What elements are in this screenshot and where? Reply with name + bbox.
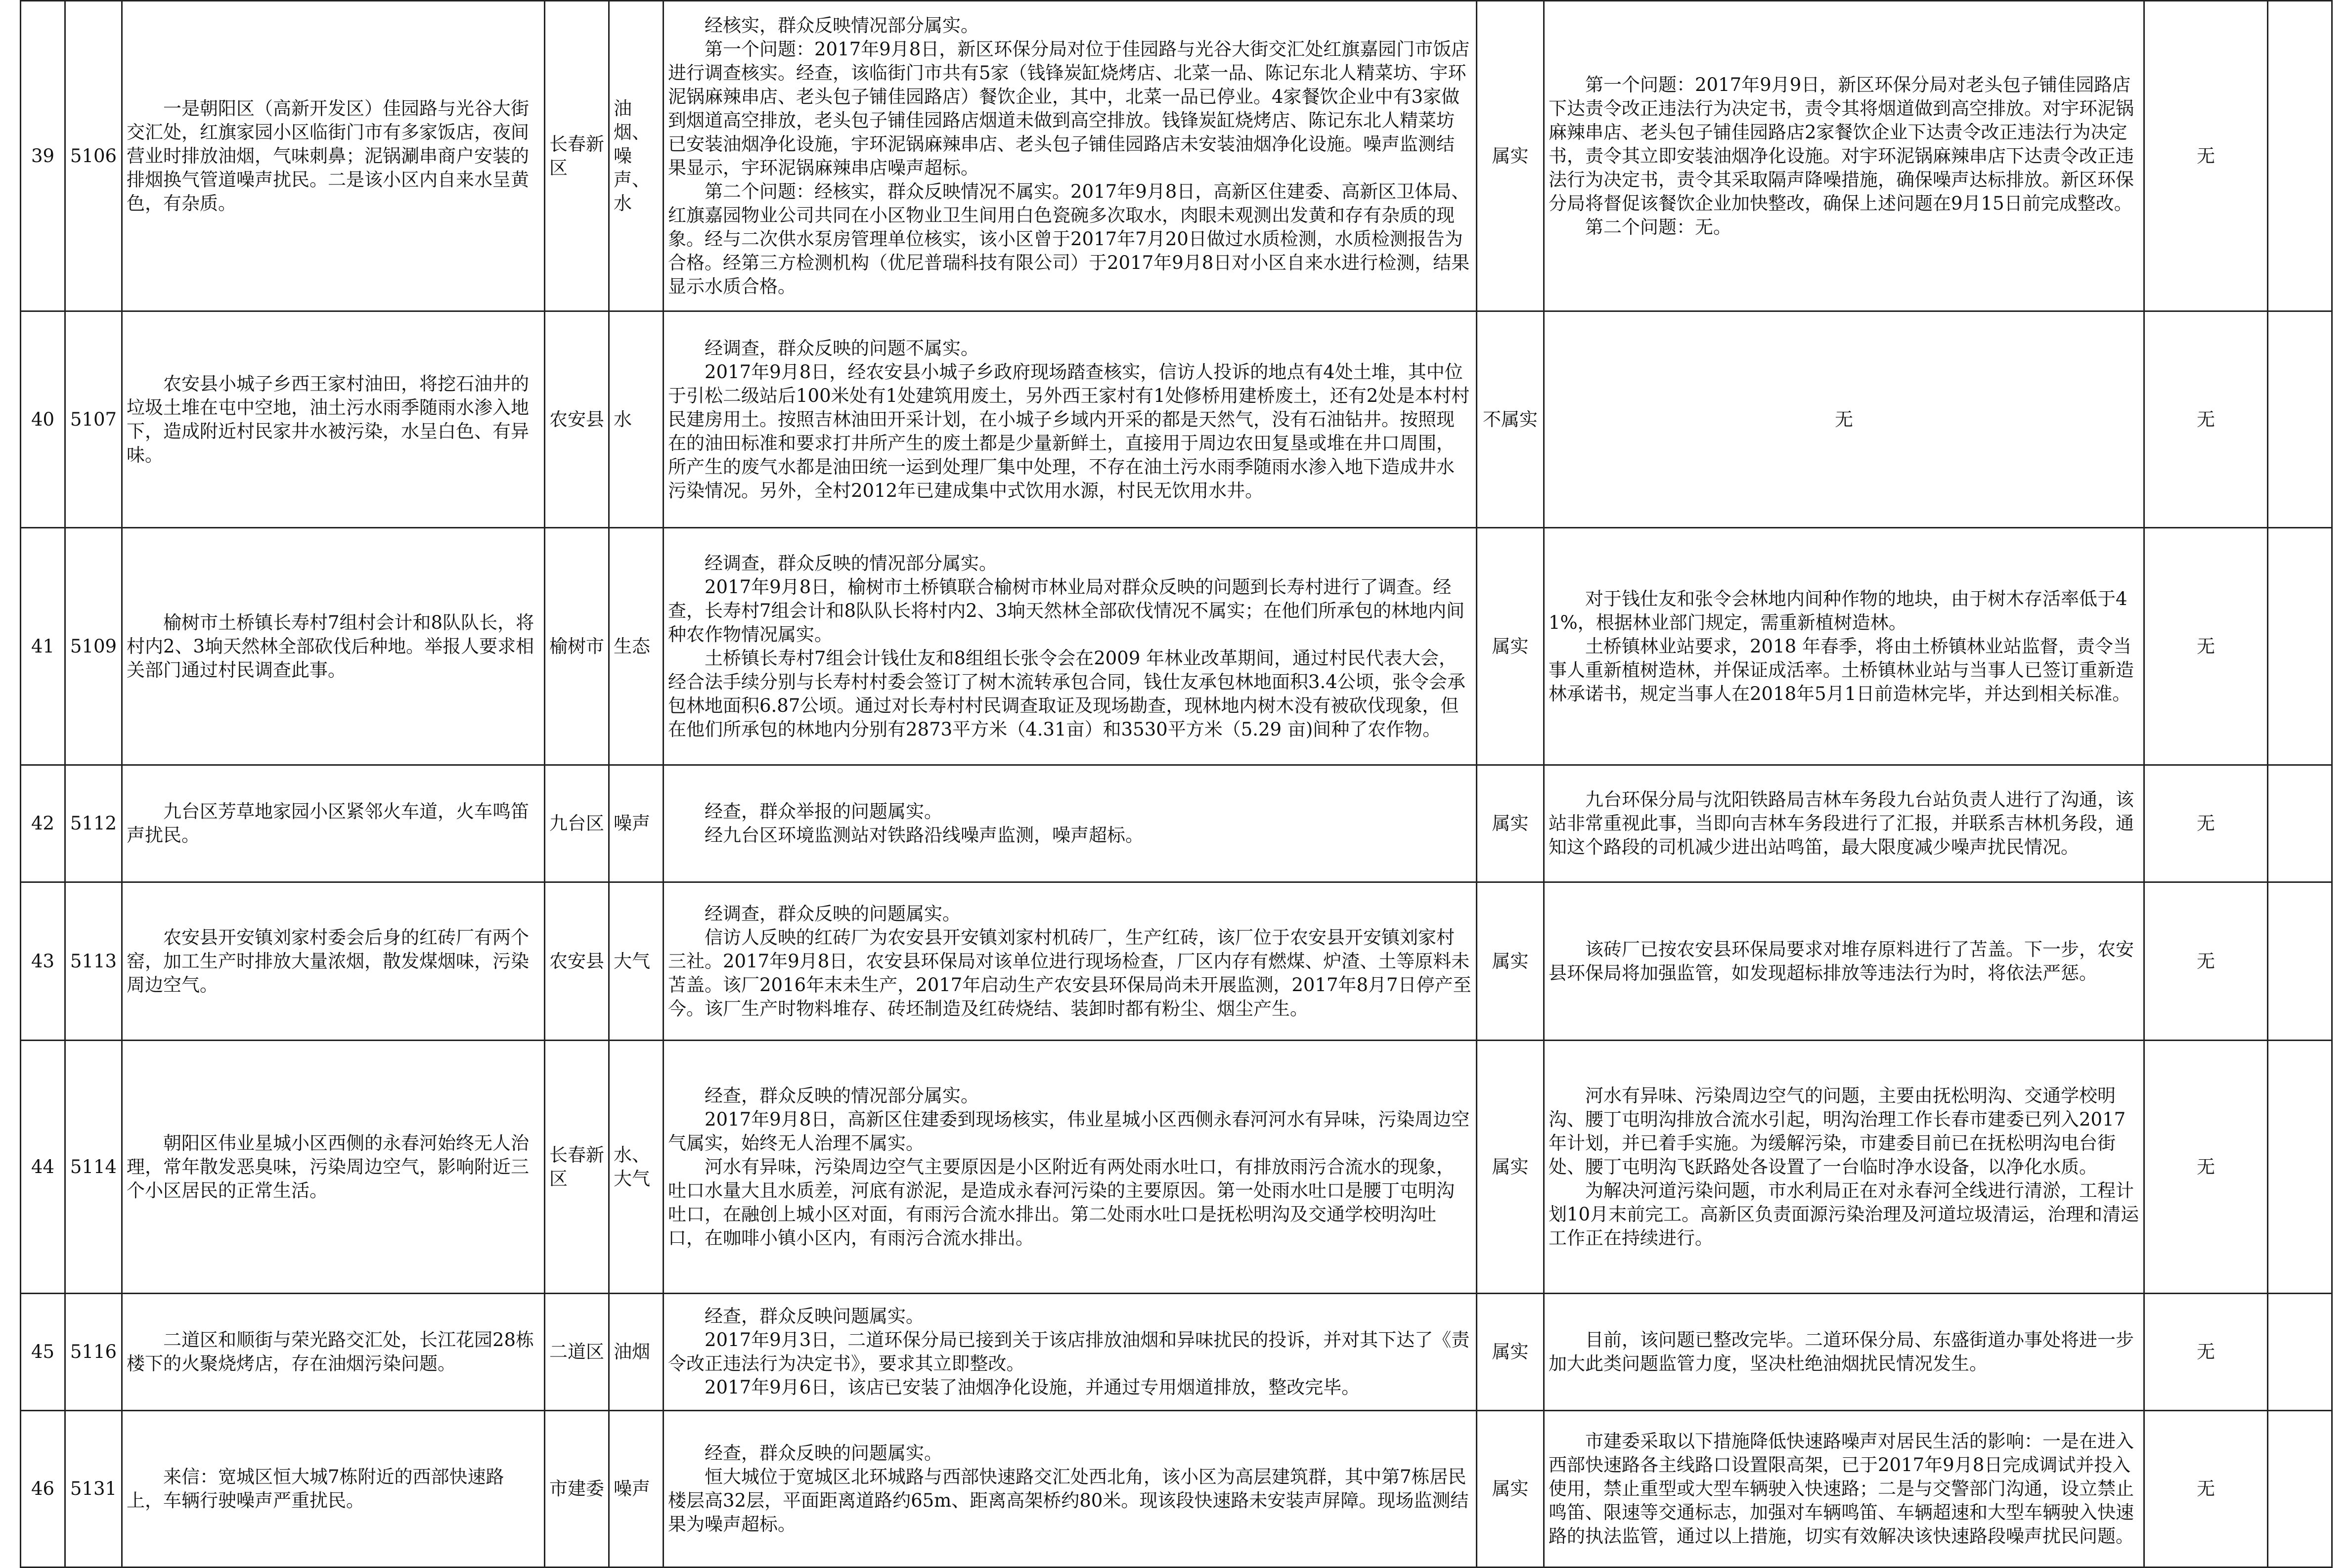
complaint-description: [122, 1294, 545, 1411]
complaint-description: [122, 1411, 545, 1568]
complaint-code: 5113: [65, 882, 122, 1041]
complaint-description-text: 九台区芳草地家园小区紧邻火车道，火车鸣笛声扰民。: [127, 801, 529, 846]
investigation-result: [664, 528, 1477, 765]
investigation-result-paragraph: 2017年9月8日，高新区住建委到现场核实，伟业星城小区西侧永春河河水有异味，污染周边空气属实，始终无人治理不属实。: [668, 1108, 1470, 1154]
rectification-action: [1544, 882, 2144, 1041]
blank-cell: [2268, 1, 2332, 311]
investigation-result-paragraph: 河水有异味，污染周边空气主要原因是小区附近有两处雨水吐口，有排放雨污合流水的现象，吐口水量大且水质差，河底有淤泥，是造成永春河污染的主要原因。第一处雨水吐口是腰丁屯明沟吐口，在融创上城小区对面，有雨污合流水排出。第二处雨水吐口是抚松明沟及交通学校明沟吐口，在咖啡小镇小区内，有雨污合流水排出。: [668, 1156, 1455, 1249]
investigation-result: [664, 1294, 1477, 1411]
blank-cell: [2268, 882, 2332, 1041]
investigation-result-paragraph: 土桥镇长寿村7组会计钱仕友和8组组长张令会在2009 年林业改革期间，通过村民代表大会，经合法手续分别与长寿村村委会签订了树木流转承包合同，钱仕友承包林地面积3.4公顷，张令会承包林地面积6.87公顷。通过对长寿村村民调查取证及现场勘查，现林地内树木没有被砍伐现象，但在他们所承包的林地内分别有2873平方米（4.31亩）和3530平方米（5.29 亩)间种了农作物。: [668, 647, 1465, 740]
pollution-type: 大气: [609, 882, 664, 1041]
rectification-action: [1544, 1041, 2144, 1294]
investigation-result: [664, 765, 1477, 882]
rectification-action: [1544, 1294, 2144, 1411]
district: 长春新区: [545, 1, 609, 311]
penalty: 无: [2144, 882, 2268, 1041]
district: 农安县: [545, 882, 609, 1041]
investigation-result: [664, 1411, 1477, 1568]
rectification-action-paragraph: 对于钱仕友和张令会林地内间种作物的地块，由于树木存活率低于41%，根据林业部门规定，需重新植树造林。: [1549, 588, 2127, 633]
row-number: 39: [21, 1, 65, 311]
district: 市建委: [545, 1411, 609, 1568]
rectification-action-paragraph: 九台环保分局与沈阳铁路局吉林车务段九台站负责人进行了沟通，该站非常重视此事，当即向吉林车务段进行了汇报，并联系吉林机务段，通知这个路段的司机减少进出站鸣笛，最大限度减少噪声扰民情况。: [1549, 789, 2134, 858]
rectification-action-paragraph: 为解决河道污染问题，市水利局正在对永春河全线进行清淤，工程计划10月末前完工。高新区负责面源污染治理及河道垃圾清运，治理和清运工作正在持续进行。: [1549, 1179, 2139, 1249]
table-row: [21, 1, 2332, 311]
complaint-description: [122, 311, 545, 528]
investigation-result-paragraph: 经查，群众反映的情况部分属实。: [705, 1085, 979, 1106]
row-number: 40: [21, 311, 65, 528]
blank-cell: [2268, 311, 2332, 528]
table-row: [21, 765, 2332, 882]
blank-cell: [2268, 1294, 2332, 1411]
blank-cell: [2268, 1411, 2332, 1568]
rectification-action-paragraph: 土桥镇林业站要求，2018 年春季，将由土桥镇林业站监督，责令当事人重新植树造林，并保证成活率。土桥镇林业站与当事人已签订重新造林承诺书，规定当事人在2018年5月1日前造林完毕，并达到相关标准。: [1549, 635, 2134, 704]
penalty: 无: [2144, 1, 2268, 311]
district: 二道区: [545, 1294, 609, 1411]
table-row: [21, 528, 2332, 765]
rectification-action: [1544, 765, 2144, 882]
verdict: 属实: [1477, 1411, 1544, 1568]
table-row: [21, 311, 2332, 528]
rectification-action: [1544, 1411, 2144, 1568]
complaint-description-text: 来信：宽城区恒大城7栋附近的西部快速路上，车辆行驶噪声严重扰民。: [127, 1466, 504, 1511]
rectification-action: [1544, 528, 2144, 765]
penalty: 无: [2144, 311, 2268, 528]
complaint-code: 5106: [65, 1, 122, 311]
row-number: 44: [21, 1041, 65, 1294]
complaint-code: 5112: [65, 765, 122, 882]
district: 九台区: [545, 765, 609, 882]
complaint-code: 5107: [65, 311, 122, 528]
investigation-result-paragraph: 经查，群众反映的问题属实。: [705, 1442, 942, 1464]
blank-cell: [2268, 1041, 2332, 1294]
complaint-description-text: 朝阳区伟业星城小区西侧的永春河始终无人治理，常年散发恶臭味，污染周边空气，影响附近三个小区居民的正常生活。: [127, 1132, 529, 1201]
table-row: [21, 1411, 2332, 1568]
complaint-table: [20, 0, 2333, 1568]
investigation-result-paragraph: 经查，群众反映问题属实。: [705, 1306, 924, 1327]
district: 榆树市: [545, 528, 609, 765]
complaint-description-text: 榆树市土桥镇长寿村7组村会计和8队队长，将村内2、3垧天然林全部砍伐后种地。举报人要求相关部门通过村民调查此事。: [127, 611, 534, 681]
investigation-result: [664, 1, 1477, 311]
penalty: 无: [2144, 1041, 2268, 1294]
investigation-result: [664, 1041, 1477, 1294]
pollution-type: 噪声: [609, 765, 664, 882]
district: 农安县: [545, 311, 609, 528]
investigation-result-paragraph: 第一个问题：2017年9月8日，新区环保分局对位于佳园路与光谷大街交汇处红旗嘉园门市饭店进行调查核实。经查，该临街门市共有5家（钱锋炭缸烧烤店、北菜一品、陈记东北人精菜坊、宇环泥锅麻辣串店、老头包子铺佳园路店）餐饮企业，其中，北菜一品已停业。4家餐饮企业中有3家做到烟道高空排放，老头包子铺佳园路店烟道未做到高空排放。钱锋炭缸烧烤店、陈记东北人精菜坊已安装油烟净化设施，宇环泥锅麻辣串店、老头包子铺佳园路店未安装油烟净化设施。噪声监测结果显示，宇环泥锅麻辣串店噪声超标。: [668, 38, 1470, 178]
complaint-description: [122, 528, 545, 765]
pollution-type: 油烟、噪声、水: [609, 1, 664, 311]
rectification-action-paragraph: 第二个问题：无。: [1585, 216, 1731, 238]
investigation-result: [664, 311, 1477, 528]
investigation-result-paragraph: 经查，群众举报的问题属实。: [705, 801, 942, 822]
verdict: 属实: [1477, 765, 1544, 882]
investigation-result-paragraph: 经调查，群众反映的问题不属实。: [705, 337, 979, 359]
investigation-result-paragraph: 2017年9月8日，经农安县小城子乡政府现场踏查核实，信访人投诉的地点有4处土堆，其中位于引松二级站后100米处有1处建筑用废土，另外西王家村有1处修桥用建桥废土，还有2处是本村村民建房用土。按照吉林油田开采计划，在小城子乡域内开采的都是天然气，没有石油钻井。按照现在的油田标准和要求打井所产生的废土都是少量新鲜土，直接用于周边农田复垦或堆在井口周围，所产生的废气水都是油田统一运到处理厂集中处理，不存在油土污水雨季随雨水渗入地下造成井水污染情况。另外，全村2012年已建成集中式饮用水源，村民无饮用水井。: [668, 361, 1470, 501]
rectification-action: [1544, 311, 2144, 528]
verdict: 属实: [1477, 1041, 1544, 1294]
investigation-result-paragraph: 经九台区环境监测站对铁路沿线噪声监测，噪声超标。: [705, 825, 1144, 846]
complaint-description: [122, 1, 545, 311]
penalty: 无: [2144, 1411, 2268, 1568]
pollution-type: 生态: [609, 528, 664, 765]
pollution-type: 噪声: [609, 1411, 664, 1568]
complaint-description: [122, 882, 545, 1041]
blank-cell: [2268, 765, 2332, 882]
row-number: 43: [21, 882, 65, 1041]
table-row: [21, 882, 2332, 1041]
rectification-action-paragraph: 无: [1835, 408, 1853, 430]
investigation-result-paragraph: 信访人反映的红砖厂为农安县开安镇刘家村机砖厂，生产红砖，该厂位于农安县开安镇刘家村三社。2017年9月8日，农安县环保局对该单位进行现场检查，厂区内存有燃煤、炉渣、土等原料未苫盖。该厂2016年末未生产，2017年启动生产农安县环保局尚未开展监测，2017年8月7日停产至今。该厂生产时物料堆存、砖坯制造及红砖烧结、装卸时都有粉尘、烟尘产生。: [668, 926, 1471, 1019]
table-row: [21, 1294, 2332, 1411]
blank-cell: [2268, 528, 2332, 765]
complaint-description-text: 农安县小城子乡西王家村油田，将挖石油井的垃圾土堆在屯中空地，油土污水雨季随雨水渗入地下，造成附近村民家井水被污染，水呈白色、有异味。: [127, 373, 529, 466]
verdict: 属实: [1477, 1294, 1544, 1411]
row-number: 45: [21, 1294, 65, 1411]
verdict: 属实: [1477, 1, 1544, 311]
rectification-action-paragraph: 河水有异味、污染周边空气的问题，主要由抚松明沟、交通学校明沟、腰丁屯明沟排放合流水引起，明沟治理工作长春市建委已列入2017年计划，并已着手实施。为缓解污染，市建委目前已在抚松明沟电台街处、腰丁屯明沟飞跃路处各设置了一台临时净水设备，以净化水质。: [1549, 1085, 2126, 1177]
rectification-action-paragraph: 市建委采取以下措施降低快速路噪声对居民生活的影响：一是在进入西部快速路各主线路口设置限高架，已于2017年9月8日完成调试并投入使用，禁止重型或大型车辆驶入快速路；二是与交警部门沟通，设立禁止鸣笛、限速等交通标志，加强对车辆鸣笛、车辆超速和大型车辆驶入快速路的执法监管，通过以上措施，切实有效解决该快速路段噪声扰民问题。: [1549, 1431, 2134, 1547]
pollution-type: 油烟: [609, 1294, 664, 1411]
investigation-result-paragraph: 恒大城位于宽城区北环城路与西部快速路交汇处西北角，该小区为高层建筑群，其中第7栋居民楼层高32层，平面距离道路约65m、距离高架桥约80米。现该段快速路未安装声屏障。现场监测结果为噪声超标。: [668, 1466, 1469, 1535]
investigation-result-paragraph: 2017年9月8日，榆树市土桥镇联合榆树市林业局对群众反映的问题到长寿村进行了调查。经查，长寿村7组会计和8队队长将村内2、3垧天然林全部砍伐情况不属实；在他们所承包的林地内间种农作物情况属实。: [668, 576, 1465, 645]
penalty: 无: [2144, 1294, 2268, 1411]
investigation-result-paragraph: 经调查，群众反映的问题属实。: [705, 903, 961, 924]
rectification-action-paragraph: 目前，该问题已整改完毕。二道环保分局、东盛街道办事处将进一步加大此类问题监管力度，坚决杜绝油烟扰民情况发生。: [1549, 1329, 2134, 1374]
row-number: 41: [21, 528, 65, 765]
complaint-description: [122, 1041, 545, 1294]
investigation-result-paragraph: 2017年9月3日，二道环保分局已接到关于该店排放油烟和异味扰民的投诉，并对其下达了《责令改正违法行为决定书》，要求其立即整改。: [668, 1329, 1470, 1374]
pollution-type: 水、大气: [609, 1041, 664, 1294]
investigation-result-paragraph: 经核实，群众反映情况部分属实。: [705, 14, 979, 36]
complaint-code: 5116: [65, 1294, 122, 1411]
complaint-code: 5114: [65, 1041, 122, 1294]
district: 长春新区: [545, 1041, 609, 1294]
investigation-result-paragraph: 经调查，群众反映的情况部分属实。: [705, 552, 997, 574]
row-number: 46: [21, 1411, 65, 1568]
rectification-action: [1544, 1, 2144, 311]
complaint-code: 5131: [65, 1411, 122, 1568]
rectification-action-paragraph: 第一个问题：2017年9月9日，新区环保分局对老头包子铺佳园路店下达责令改正违法行为决定书，责令其将烟道做到高空排放。对宇环泥锅麻辣串店、老头包子铺佳园路店2家餐饮企业下达责令改正违法行为决定书，责令其立即安装油烟净化设施。对宇环泥锅麻辣串店下达责令改正违法行为决定书，责令其采取隔声降噪措施，确保噪声达标排放。新区环保分局将督促该餐饮企业加快整改，确保上述问题在9月15日前完成整改。: [1549, 74, 2134, 214]
penalty: 无: [2144, 765, 2268, 882]
verdict: 属实: [1477, 882, 1544, 1041]
investigation-result-paragraph: 第二个问题：经核实，群众反映情况不属实。2017年9月8日，高新区住建委、高新区卫体局、红旗嘉园物业公司共同在小区物业卫生间用白色瓷碗多次取水，肉眼未观测出发黄和存有杂质的现象。经与二次供水泵房管理单位核实，该小区曾于2017年7月20日做过水质检测，水质检测报告为合格。经第三方检测机构（优尼普瑞科技有限公司）于2017年9月8日对小区自来水进行检测，结果显示水质合格。: [668, 180, 1470, 297]
verdict: 属实: [1477, 528, 1544, 765]
rectification-action-paragraph: 该砖厂已按农安县环保局要求对堆存原料进行了苫盖。下一步，农安县环保局将加强监管，如发现超标排放等违法行为时，将依法严惩。: [1549, 938, 2134, 984]
investigation-result: [664, 882, 1477, 1041]
complaint-code: 5109: [65, 528, 122, 765]
complaint-description-text: 一是朝阳区（高新开发区）佳园路与光谷大街交汇处，红旗家园小区临街门市有多家饭店，夜间营业时排放油烟，气味刺鼻；泥锅涮串商户安装的排烟换气管道噪声扰民。二是该小区内自来水呈黄色，有杂质。: [127, 97, 529, 214]
complaint-description-text: 农安县开安镇刘家村委会后身的红砖厂有两个窑，加工生产时排放大量浓烟，散发煤烟味，污染周边空气。: [127, 926, 529, 996]
verdict: 不属实: [1477, 311, 1544, 528]
table-row: [21, 1041, 2332, 1294]
complaint-description-text: 二道区和顺街与荣光路交汇处，长江花园28栋楼下的火聚烧烤店，存在油烟污染问题。: [127, 1329, 534, 1374]
row-number: 42: [21, 765, 65, 882]
investigation-result-paragraph: 2017年9月6日，该店已安装了油烟净化设施，并通过专用烟道排放，整改完毕。: [705, 1377, 1360, 1398]
pollution-type: 水: [609, 311, 664, 528]
penalty: 无: [2144, 528, 2268, 765]
complaint-description: [122, 765, 545, 882]
